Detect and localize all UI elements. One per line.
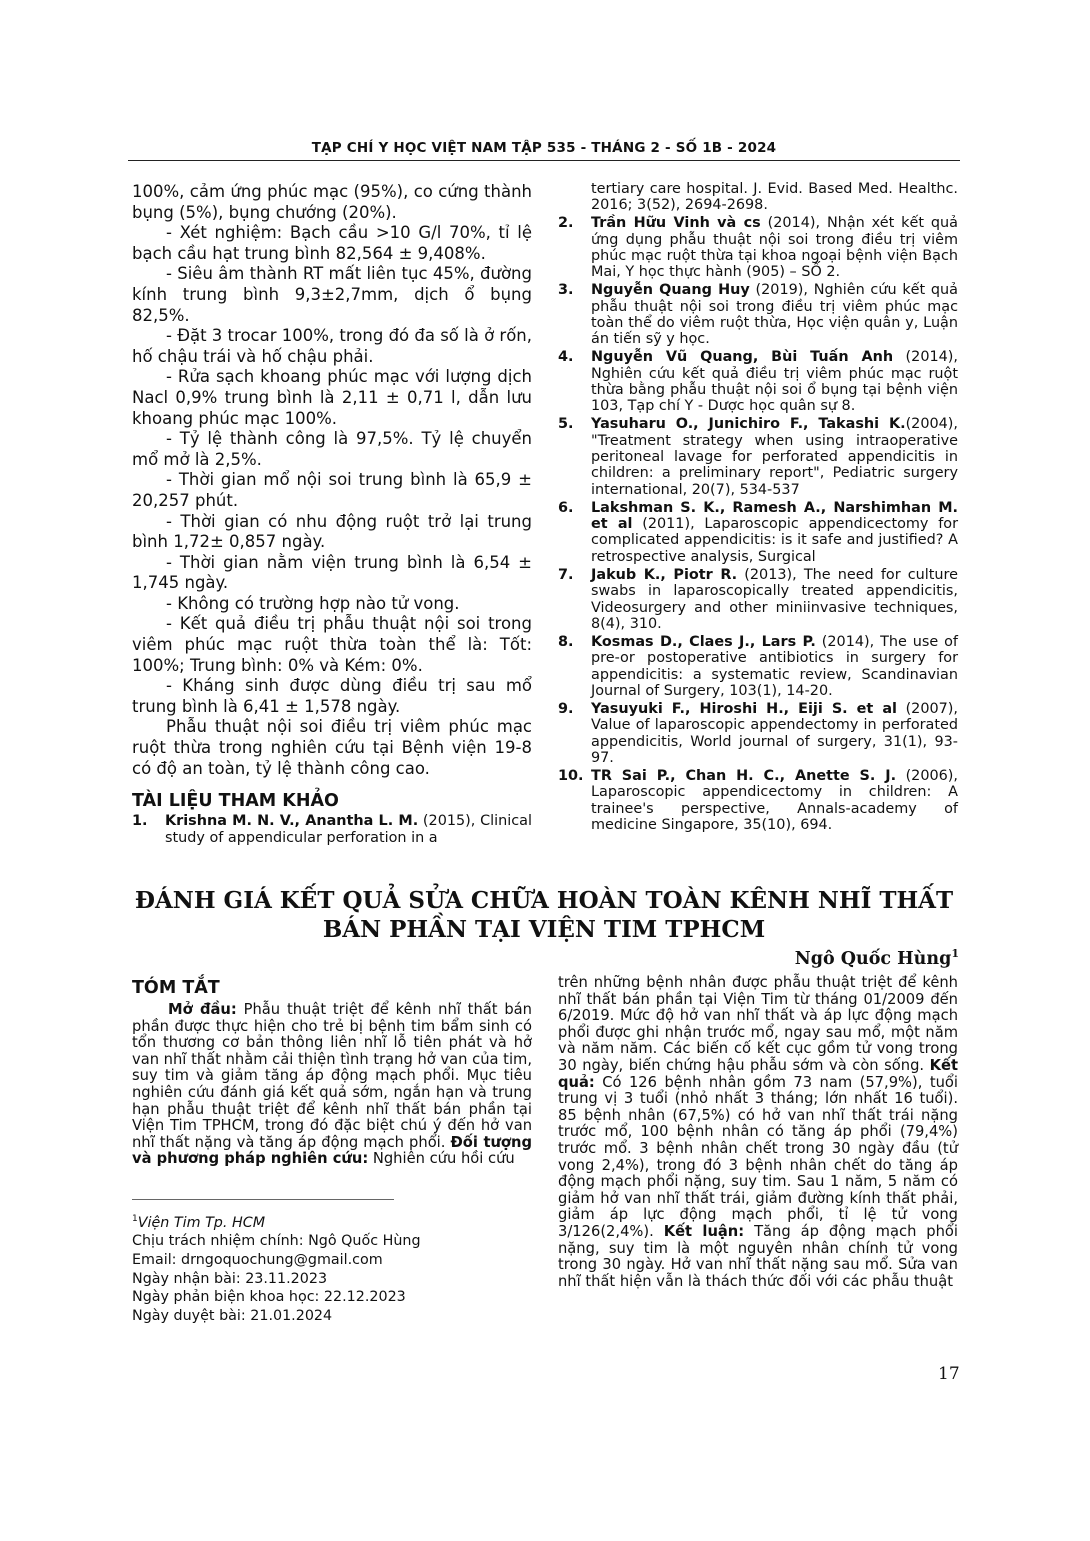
reference-number: 4. <box>558 349 574 366</box>
reference-number: 8. <box>558 633 574 650</box>
header-rule <box>128 160 960 161</box>
page-number: 17 <box>938 1364 960 1384</box>
paragraph: - Xét nghiệm: Bạch cầu >10 G/l 70%, tỉ lệ bạch cầu hạt trung bình 82,564 ± 9,408%. <box>132 223 532 263</box>
reference-authors: Kosmas D., Claes J., Lars P. <box>591 633 816 650</box>
paragraph: - Không có trường hợp nào tử vong. <box>166 593 460 613</box>
footnote-accepted: Ngày duyệt bài: 21.01.2024 <box>132 1307 333 1324</box>
article-title-line: BÁN PHẦN TẠI VIỆN TIM TPHCM <box>322 916 766 943</box>
reference-authors: Lakshman S. K., Ramesh A., Narshimhan M. et al <box>591 499 958 533</box>
reference-text: (2019), Nghiên cứu kết quả phẫu thuật nội soi trong điều trị viêm phúc mạc toàn thể do viêm ruột thừa, Học viện quân y, Luận án tiến sỹ y học. <box>591 282 958 348</box>
abstract-segment: Phẫu thuật triệt để kênh nhĩ thất bán phần được thực hiện cho trẻ bị bệnh tim bẩm sinh có tổn thương cơ bản thông liên nhĩ lỗ tiên phát và hở van nhĩ thất nhằm cải thiện tình trạng hở van của tim, suy tim và giảm tăng áp động mạch phổi. Mục tiêu nghiên cứu đánh giá kết quả sớm, ngắn hạn và trung hạn phẫu thuật triệt để kênh nhĩ thất bán phần tại Viện Tim TPHCM, trong đó đặc biệt chú ý đến hở van nhĩ thất nặng và tăng áp động mạch phổi. <box>132 1001 532 1151</box>
reference-text: (2011), Laparoscopic appendicectomy for complicated appendicitis: is it safe and justified? A retrospective analysis, Surgical <box>591 516 958 565</box>
article-author <box>795 947 959 969</box>
paragraph: - Siêu âm thành RT mất liên tục 45%, đường kính trung bình 9,3±2,7mm, dịch ổ bụng 82,5%. <box>132 264 532 325</box>
paragraph: - Đặt 3 trocar 100%, trong đó đa số là ở rốn, hố chậu trái và hố chậu phải. <box>132 326 533 366</box>
paragraph: Phẫu thuật nội soi điều trị viêm phúc mạc ruột thừa trong nghiên cứu tại Bệnh viện 19-8 có độ an toàn, tỷ lệ thành công cao. <box>132 717 532 778</box>
abstract-text <box>132 1002 532 1168</box>
reference-list <box>558 215 958 833</box>
reference-number: 9. <box>558 700 574 717</box>
abstract-label: Kết luận: <box>663 1222 745 1240</box>
journal-header: TẠP CHÍ Y HỌC VIỆT NAM TẬP 535 - THÁNG 2 - SỐ 1B - 2024 <box>311 140 777 156</box>
reference-text: (2014), The use of pre-or postoperative antibiotics in surgery for appendicitis: a systematic review, Scandinavian Journal of Surgery, 103(1), 14-20. <box>591 633 958 699</box>
reference-number: 6. <box>558 499 574 516</box>
paragraph: - Rửa sạch khoang phúc mạc với lượng dịch Nacl 0,9% trung bình là 2,11 ± 0,71 l, dẫn lưu khoang phúc mạc 100%. <box>132 367 532 428</box>
reference-item <box>558 349 958 415</box>
reference-item <box>132 813 532 846</box>
reference-continuation <box>558 181 958 214</box>
reference-authors: Nguyễn Vũ Quang, Bùi Tuấn Anh <box>591 349 894 366</box>
reference-text: tertiary care hospital. J. Evid. Based Med. Healthc. 2016; 3(52), 2694-2698. <box>591 181 958 214</box>
right-column <box>558 181 958 835</box>
reference-number: 3. <box>558 282 574 299</box>
reference-list-start <box>132 813 532 846</box>
footnote-affiliation: Viện Tim Tp. HCM <box>137 1214 266 1231</box>
reference-text: (2014), Nghiên cứu kết quả điều trị viêm phúc mạc ruột thừa bằng phẫu thuật nội soi ổ bụng tại bệnh viện 103, Tạp chí Y - Dược học quân sự 8. <box>591 349 958 415</box>
paragraph: - Thời gian mổ nội soi trung bình là 65,9 ± 20,257 phút. <box>132 470 532 510</box>
reference-authors: Yasuyuki F., Hiroshi H., Eiji S. et al <box>591 700 897 717</box>
references-heading: TÀI LIỆU THAM KHẢO <box>132 791 339 812</box>
results-paragraphs <box>132 182 532 779</box>
paragraph: - Tỷ lệ thành công là 97,5%. Tỷ lệ chuyển mổ mở là 2,5%. <box>132 429 532 469</box>
footnote-email: Email: drngoquochung@gmail.com <box>132 1251 383 1268</box>
reference-item <box>558 215 958 281</box>
footnote <box>132 1210 532 1325</box>
reference-text: (2006), Laparoscopic appendicectomy in children: A trainee's perspective, Annals-academy of medicine Singapore, 35(10), 694. <box>591 767 958 833</box>
paragraph: - Thời gian nằm viện trung bình là 6,54 ± 1,745 ngày. <box>132 552 532 593</box>
reference-number: 1. <box>132 813 148 830</box>
abstract-label: Kết quả: <box>558 1056 958 1091</box>
reference-item <box>558 634 958 700</box>
author-name: Ngô Quốc Hùng <box>794 948 952 969</box>
reference-number: 2. <box>558 215 574 232</box>
abstract-segment: Nghiên cứu hồi cứu <box>368 1150 515 1168</box>
article-title <box>128 886 960 944</box>
reference-text: (2014), Nhận xét kết quả ứng dụng phẫu thuật nội soi trong điều trị viêm phúc mạc ruột thừa tại khoa ngoại bệnh viện Bạch Mai, Y học thực hành (905) – SỐ 2. <box>591 215 958 281</box>
footnote-received: Ngày nhận bài: 23.11.2023 <box>132 1270 328 1287</box>
reference-number: 10. <box>558 767 584 784</box>
author-affiliation-mark: 1 <box>951 947 959 960</box>
paragraph: - Thời gian có nhu động ruột trở lại trung bình 1,72± 0,857 ngày. <box>132 511 532 552</box>
reference-authors: Jakub K., Piotr R. <box>591 566 738 583</box>
paragraph: - Kháng sinh được dùng điều trị sau mổ trung bình là 6,41 ± 1,578 ngày. <box>132 676 532 716</box>
abstract-segment: Tăng áp động mạch phổi nặng, suy tim là một nguyên nhân chính tử vong trong 30 ngày. Hở van nhĩ thất nặng sau mổ. Sửa van nhĩ thất hiện vẫn là thách thức đối với các phẫu thuật <box>558 1222 958 1290</box>
reference-item <box>558 416 958 498</box>
reference-number: 7. <box>558 566 574 583</box>
reference-authors: TR Sai P., Chan H. C., Anette S. J. <box>591 767 897 784</box>
paragraph: 100%, cảm ứng phúc mạc (95%), co cứng thành bụng (5%), bụng chướng (20%). <box>132 182 532 222</box>
abstract-text <box>558 975 958 1290</box>
reference-authors: Krishna M. N. V., Anantha L. M. <box>165 813 419 830</box>
article-title-line: ĐÁNH GIÁ KẾT QUẢ SỬA CHỮA HOÀN TOÀN KÊNH NHĨ THẤT <box>134 887 954 914</box>
abstract-segment: Có 126 bệnh nhân gồm 73 nam (57,9%), tuổi trung vị 3 tuổi (nhỏ nhất 3 tháng; lớn nhất 16 tuổi). 85 bệnh nhân (67,5%) có hở van nhĩ thất trái nặng trước mổ, 100 bệnh nhân có tăng áp phổi (79,4%) trước mổ. 3 bệnh nhân chết trong 30 ngày đầu (tử vong 2,4%), trong đó 3 bệnh nhân chết do tăng áp động mạch phổi nặng, suy tim. Sau 1 năm, 5 năm có giảm hở van nhĩ thất trái, giảm đường kính thất phải, giảm áp lực động mạch phổi, tỉ lệ tử vong 3/126(2,4%). <box>558 1073 958 1240</box>
reference-item <box>558 768 958 834</box>
paragraph: - Kết quả điều trị phẫu thuật nội soi trong viêm phúc mạc ruột thừa toàn thể là: Tốt: 100%; Trung bình: 0% và Kém: 0%. <box>132 614 532 675</box>
abstract-label: Đối tượng và phương pháp nghiên cứu: <box>132 1133 532 1168</box>
reference-number: 5. <box>558 416 574 433</box>
reference-authors: Yasuharu O., Junichiro F., Takashi K. <box>591 416 906 433</box>
reference-text: (2015), Clinical study of appendicular perforation in a <box>165 813 532 846</box>
footnote-mark: 1 <box>132 1214 138 1224</box>
abstract-segment: trên những bệnh nhân được phẫu thuật triệt để kênh nhĩ thất bán phần tại Viện Tim từ tháng 01/2009 đến 6/2019. Mức độ hở van nhĩ thất và áp lực động mạch phổi được ghi nhận trước mổ, ngay sau mổ, một năm và năm năm. Các biến cố kết cục gồm tử vong trong 30 ngày, biến chứng hậu phẫu sớm và còn sống. <box>558 974 958 1074</box>
summary-heading: TÓM TẮT <box>132 978 220 998</box>
reference-item <box>558 567 958 633</box>
footnote-reviewed: Ngày phản biện khoa học: 22.12.2023 <box>132 1289 406 1306</box>
reference-authors: Nguyễn Quang Huy <box>591 282 750 299</box>
left-column <box>132 182 532 847</box>
abstract-label: Mở đầu: <box>168 1001 237 1018</box>
reference-text: (2004), "Treatment strategy when using intraoperative peritoneal lavage for perforated appendicitis in children: a preliminary report", Pediatric surgery international, 20(7), 534-537 <box>591 416 958 498</box>
footnote-corresponding: Chịu trách nhiệm chính: Ngô Quốc Hùng <box>132 1233 421 1250</box>
abstract-right-column <box>558 975 958 1290</box>
reference-text: (2007), Value of laparoscopic appendectomy in perforated appendicitis, World journal of surgery, 31(1), 93-97. <box>591 700 958 766</box>
reference-text: (2013), The need for culture swabs in laparoscopically treated appendicitis, Videosurgery and other miniinvasive techniques, 8(4), 310. <box>591 566 958 632</box>
reference-item <box>558 500 958 566</box>
reference-item <box>558 282 958 348</box>
reference-item <box>558 701 958 767</box>
abstract-left-column <box>132 978 532 1168</box>
footnote-rule <box>132 1199 394 1200</box>
reference-authors: Trần Hữu Vinh và cs <box>591 215 761 232</box>
